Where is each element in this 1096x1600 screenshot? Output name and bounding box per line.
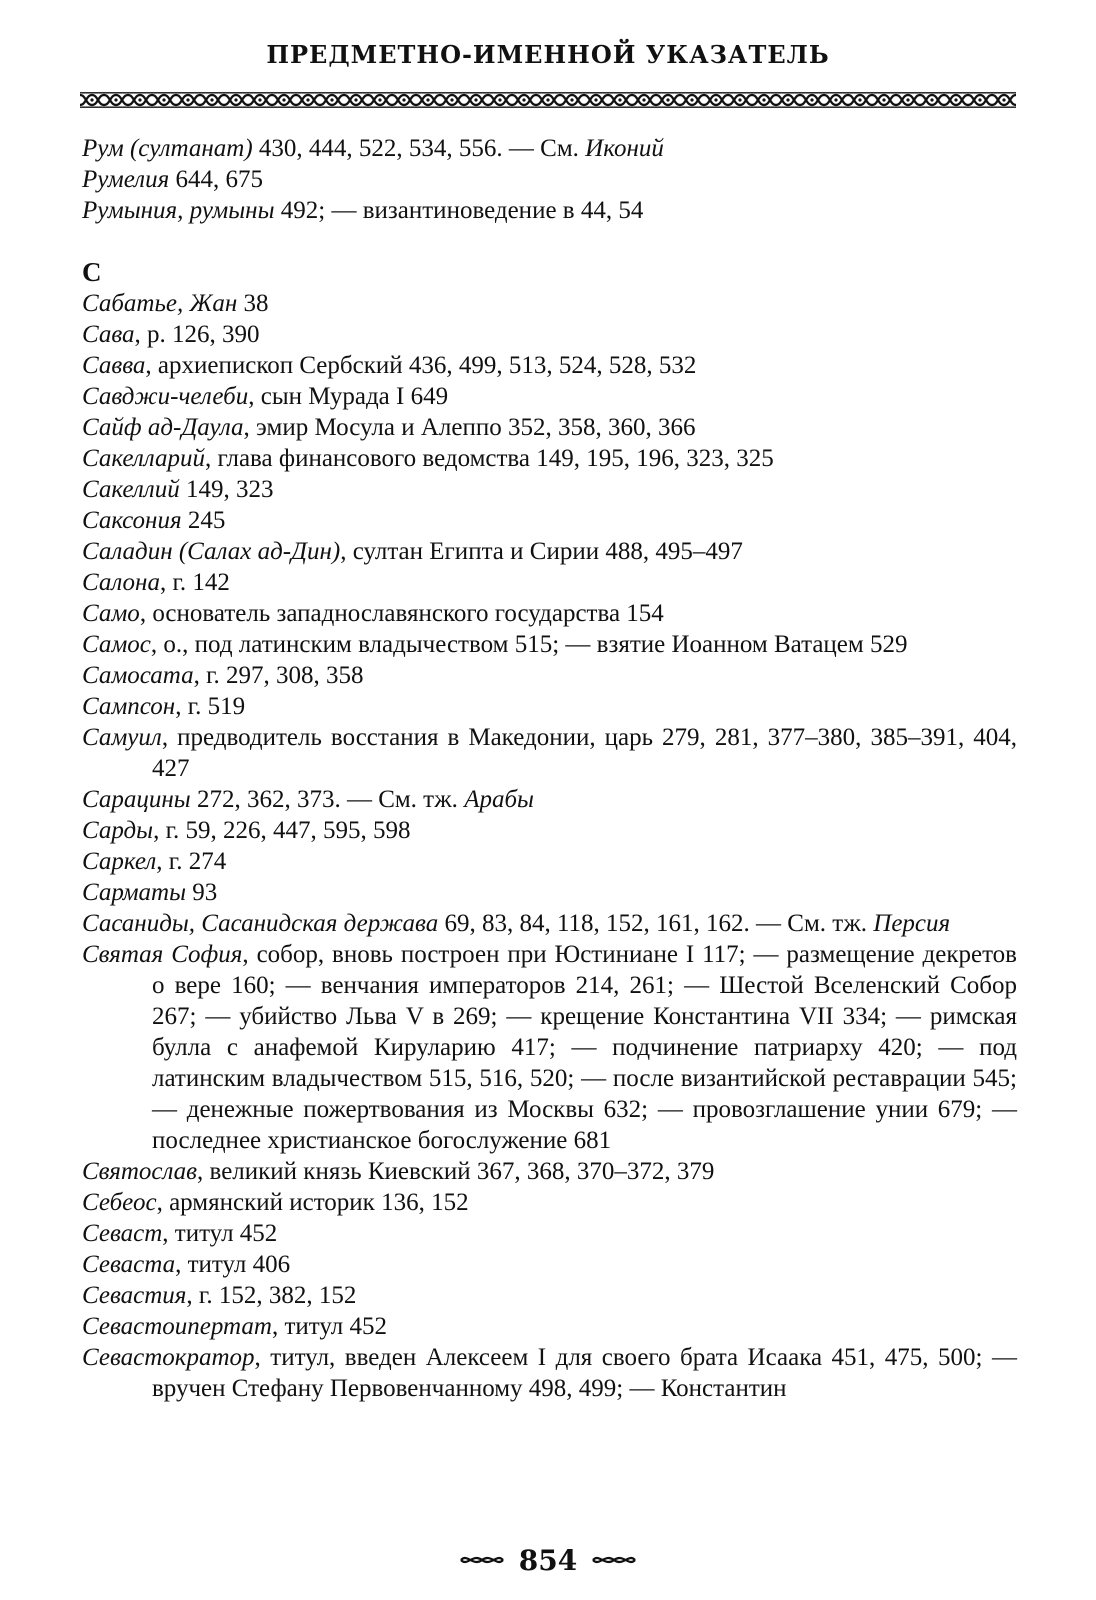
index-entry	[82, 877, 1017, 908]
page-number: 854	[518, 1543, 578, 1577]
entry-text: , о., под латинским владычеством 515; — взятие Иоанном Ватацем 529	[150, 631, 908, 658]
entry-term: Саркел	[82, 848, 157, 875]
index-entry	[82, 288, 1017, 319]
entry-text: , титул, введен Алексеем I для своего брата Исаака 451, 475, 500; — вручен Стефану Первовенчанному 498, 499; — Константин	[152, 1344, 1017, 1402]
entry-text: , титул 452	[162, 1220, 278, 1247]
entries-main-section	[82, 288, 1017, 1404]
entry-term: Савва	[82, 352, 146, 379]
braided-ornament-band-icon	[80, 92, 1016, 108]
entry-text: , р. 126, 390	[134, 321, 260, 348]
index-entry	[82, 1280, 1017, 1311]
entry-term: Севастократор	[82, 1344, 255, 1371]
index-entry	[82, 1187, 1017, 1218]
entry-text: , сын Мурада I 649	[248, 383, 449, 410]
index-entry	[82, 133, 1017, 164]
index-entry	[82, 195, 1017, 226]
index-entry	[82, 1342, 1017, 1404]
index-entry	[82, 1156, 1017, 1187]
index-entries	[82, 133, 1017, 1404]
entry-term: Севастия	[82, 1282, 187, 1309]
entry-cross-reference: Иконий	[585, 135, 664, 162]
index-entry	[82, 443, 1017, 474]
entry-text: , великий князь Киевский 367, 368, 370–372, 379	[197, 1158, 715, 1185]
index-entry	[82, 722, 1017, 784]
entry-text: , султан Египта и Сирии 488, 495–497	[340, 538, 743, 565]
entry-text: , глава финансового ведомства 149, 195, 196, 323, 325	[205, 445, 774, 472]
entry-term: Себеос	[82, 1189, 157, 1216]
entry-term: Сайф ад-Даула	[82, 414, 244, 441]
index-entry	[82, 908, 1017, 939]
entry-term: Севастоипертат	[82, 1313, 272, 1340]
entries-before-section	[82, 133, 1017, 226]
index-entry	[82, 1218, 1017, 1249]
entry-text: 272, 362, 373. — См. тж.	[190, 786, 465, 813]
entry-term: Румыния, румыны	[82, 197, 275, 224]
entry-term: Румелия	[82, 166, 170, 193]
entry-text: 38	[237, 290, 269, 317]
entry-text: , г. 59, 226, 447, 595, 598	[153, 817, 411, 844]
entry-text: , г. 274	[156, 848, 227, 875]
letter-heading: С	[82, 257, 102, 287]
entry-term: Само	[82, 600, 140, 627]
page-footer	[0, 1540, 1096, 1580]
entry-text: , титул 406	[175, 1251, 291, 1278]
entry-cross-reference: Персия	[873, 910, 951, 937]
entry-text: , основатель западнославянского государства 154	[139, 600, 664, 627]
index-entry	[82, 815, 1017, 846]
entry-term: Сава	[82, 321, 135, 348]
index-entry	[82, 598, 1017, 629]
entry-term: Сакелларий	[82, 445, 205, 472]
index-entry	[82, 691, 1017, 722]
entry-text: 644, 675	[169, 166, 263, 193]
index-entry	[82, 1311, 1017, 1342]
braid-ornament-icon	[459, 1552, 505, 1568]
entry-term: Самуил	[82, 724, 162, 751]
entry-text: , архиепископ Сербский 436, 499, 513, 524, 528, 532	[145, 352, 697, 379]
entry-term: Севаст	[82, 1220, 163, 1247]
index-entry	[82, 164, 1017, 195]
entry-text: , эмир Мосула и Алеппо 352, 358, 360, 366	[243, 414, 696, 441]
entry-text: 69, 83, 84, 118, 152, 161, 162. — См. тж.	[438, 910, 874, 937]
entry-text: , предводитель восстания в Македонии, царь 279, 281, 377–380, 385–391, 404, 427	[152, 724, 1017, 782]
entry-text: 149, 323	[179, 476, 274, 503]
index-entry	[82, 319, 1017, 350]
entry-term: Рум (султанат)	[82, 135, 253, 162]
entry-term: Савджи-челеби	[82, 383, 249, 410]
index-entry	[82, 350, 1017, 381]
entry-term: Сарацины	[82, 786, 191, 813]
entry-term: Салона	[82, 569, 160, 596]
entry-term: Саладин (Салах ад-Дин)	[82, 538, 341, 565]
index-entry	[82, 381, 1017, 412]
entry-cross-reference: Арабы	[464, 786, 534, 813]
index-entry	[82, 567, 1017, 598]
index-entry	[82, 505, 1017, 536]
braid-ornament-icon	[591, 1552, 637, 1568]
entry-term: Сарматы	[82, 879, 187, 906]
entry-term: Сасаниды, Сасанидская держава	[82, 910, 439, 937]
entry-text: , собор, вновь построен при Юстиниане I 117; — размещение декретов о вере 160; — венчания императоров 214, 261; — Шестой Вселенский Собор 267; — убийство Льва V в 269; — крещение Константина VII 334; — римская булла с анафемой Кируларию 417; — подчинение патриарху 420; — под латинским владычеством 515, 516, 520; — после византийской реставрации 545; — денежные пожертвования из Москвы 632; — провозглашение унии 679; — последнее христианское богослужение 681	[152, 941, 1017, 1154]
entry-text: 93	[186, 879, 218, 906]
index-entry	[82, 939, 1017, 1156]
entry-text: , г. 297, 308, 358	[193, 662, 364, 689]
index-entry	[82, 412, 1017, 443]
entry-term: Саксония	[82, 507, 182, 534]
entry-term: Самос	[82, 631, 151, 658]
index-entry	[82, 846, 1017, 877]
index-entry	[82, 1249, 1017, 1280]
entry-text: 245	[181, 507, 226, 534]
entry-term: Самосата	[82, 662, 194, 689]
entry-term: Сампсон	[82, 693, 176, 720]
index-entry	[82, 474, 1017, 505]
index-entry	[82, 536, 1017, 567]
entry-term: Святая София	[82, 941, 243, 968]
entry-term: Сабатье, Жан	[82, 290, 238, 317]
entry-text: , армянский историк 136, 152	[156, 1189, 469, 1216]
entry-text: , г. 142	[159, 569, 230, 596]
index-entry	[82, 629, 1017, 660]
entry-text: , г. 152, 382, 152	[186, 1282, 357, 1309]
index-entry	[82, 660, 1017, 691]
entry-term: Сакеллий	[82, 476, 180, 503]
entry-text: , г. 519	[175, 693, 246, 720]
entry-text: 492; — византиноведение в 44, 54	[274, 197, 644, 224]
entry-term: Святослав	[82, 1158, 198, 1185]
index-entry	[82, 784, 1017, 815]
entry-text: , титул 452	[271, 1313, 387, 1340]
running-header: ПРЕДМЕТНО-ИМЕННОЙ УКАЗАТЕЛЬ	[266, 40, 830, 69]
entry-text: 430, 444, 522, 534, 556. — См.	[252, 135, 586, 162]
entry-term: Севаста	[82, 1251, 176, 1278]
entry-term: Сарды	[82, 817, 154, 844]
